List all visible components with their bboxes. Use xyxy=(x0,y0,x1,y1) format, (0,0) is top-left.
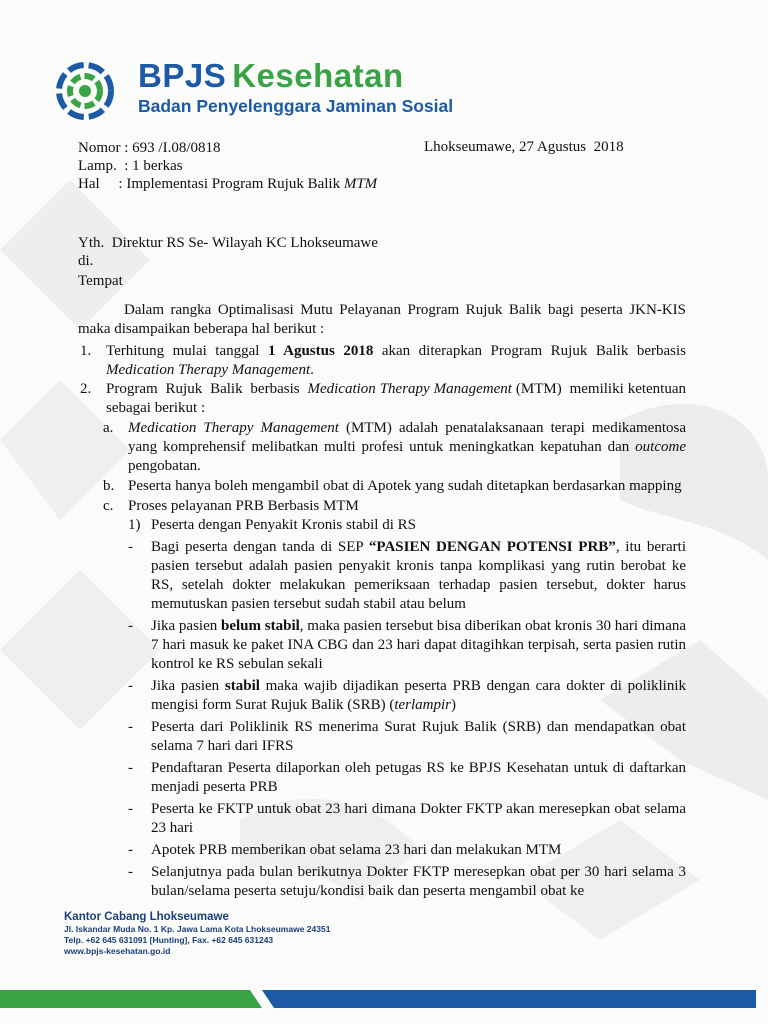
brand-kesehatan: Kesehatan xyxy=(232,57,404,94)
hal-value: Implementasi Program Rujuk Balik xyxy=(126,176,344,192)
hal-row: Hal : Implementasi Program Rujuk Balik MTM xyxy=(78,176,378,192)
step-text: Peserta dengan Penyakit Kronis stabil di RS xyxy=(151,517,416,533)
dash-item-text: Jika pasien stabil maka wajib dijadikan peserta PRB dengan cara dokter di poliklinik mengisi form Surat Rujuk Balik (SRB) (terlampir) xyxy=(151,678,686,713)
letter-meta xyxy=(78,139,377,193)
dash-marker: - xyxy=(128,760,133,776)
lamp-value: 1 berkas xyxy=(132,158,183,174)
list-marker: 1. xyxy=(80,343,92,359)
sub-item-text: Medication Therapy Management (MTM) adalah penatalaksanaan terapi medikamentosa yang komprehensif melibatkan multi profesi untuk meningkatkan kepatuhan dan outcome pengobatan. xyxy=(128,420,687,474)
recipient-line3: Tempat xyxy=(78,273,123,289)
city-date: Lhokseumawe, 27 Agustus 2018 xyxy=(424,139,624,155)
sub-marker: b. xyxy=(103,478,115,494)
dash-marker: - xyxy=(128,719,133,735)
dash-item-5 xyxy=(128,759,686,797)
list-marker: 2. xyxy=(80,381,92,397)
lamp-row: Lamp. : 1 berkas xyxy=(78,158,183,174)
brand-block xyxy=(138,58,453,117)
dash-item-text: Apotek PRB memberikan obat selama 23 hari dan melakukan MTM xyxy=(151,842,562,858)
sub-item-a xyxy=(103,419,686,476)
footer-office: Kantor Cabang Lhokseumawe xyxy=(64,911,229,923)
nomor-label: Nomor xyxy=(78,140,121,156)
sub-item-text: Proses pelayanan PRB Berbasis MTM xyxy=(128,498,359,514)
footer-address: Jl. Iskandar Muda No. 1 Kp. Jawa Lama Kota Lhokseumawe 24351 xyxy=(64,924,331,934)
step-marker: 1) xyxy=(128,517,141,533)
footer-web: www.bpjs-kesehatan.go.id xyxy=(64,946,171,956)
dash-item-text: Jika pasien belum stabil, maka pasien tersebut bisa diberikan obat kronis 30 hari dimana 7 hari masuk ke paket INA CBG dan 23 hari dapat ditagihkan terpisah, serta pasien rutin kontrol ke RS sebulan sekali xyxy=(151,618,687,672)
hal-label: Hal xyxy=(78,176,100,192)
dash-item-text: Peserta ke FKTP untuk obat 23 hari dimana Dokter FKTP akan meresepkan obat selama 23 hari xyxy=(151,801,686,836)
dash-item-text: Peserta dari Poliklinik RS menerima Surat Rujuk Balik (SRB) dan mendapatkan obat selama 7 hari dari IFRS xyxy=(151,719,686,754)
dash-marker: - xyxy=(128,618,133,634)
sub-marker: a. xyxy=(103,420,114,436)
dash-marker: - xyxy=(128,678,133,694)
dash-marker: - xyxy=(128,864,133,880)
list-item-text: Program Rujuk Balik berbasis Medication Therapy Management (MTM) memiliki ketentuan sebagai berikut : xyxy=(106,381,690,416)
dash-item-6 xyxy=(128,800,686,838)
recipient-line1: Yth. Direktur RS Se- Wilayah KC Lhokseumawe xyxy=(78,235,378,251)
footer-color-bar xyxy=(0,986,756,1008)
sub-item-b xyxy=(103,477,686,496)
sub-marker: c. xyxy=(103,498,114,514)
dash-item-2 xyxy=(128,617,686,674)
dash-item-text: Bagi peserta dengan tanda di SEP “PASIEN DENGAN POTENSI PRB”, itu berarti pasien tersebut adalah pasien penyakit kronis tanpa komplikasi yang rutin berobat ke RS, setelah dokter melakukan pemeriksaan terhadap pasien tersebut, dokter harus memutuskan pasien tersebut sudah stabil atau belum xyxy=(151,539,686,612)
list-item-text: Terhitung mulai tanggal 1 Agustus 2018 akan diterapkan Program Rujuk Balik berbasis Medication Therapy Management. xyxy=(106,343,687,378)
dash-marker: - xyxy=(128,801,133,817)
hal-value-italic: MTM xyxy=(343,176,378,192)
dash-marker: - xyxy=(128,842,133,858)
footer-contact xyxy=(64,910,330,957)
brand-name xyxy=(138,58,453,94)
lamp-label: Lamp. xyxy=(78,158,117,174)
dash-marker: - xyxy=(128,539,133,555)
sub-item-text: Peserta hanya boleh mengambil obat di Apotek yang sudah ditetapkan berdasarkan mapping xyxy=(128,478,682,494)
footer-phone: Telp. +62 645 631091 [Hunting], Fax. +62 645 631243 xyxy=(64,935,274,945)
dash-item-8 xyxy=(128,863,686,901)
dash-item-text: Pendaftaran Peserta dilaporkan oleh petugas RS ke BPJS Kesehatan untuk di daftarkan menjadi peserta PRB xyxy=(151,760,686,795)
dash-item-1 xyxy=(128,538,686,614)
recipient-block xyxy=(78,234,378,290)
dash-item-text: Selanjutnya pada bulan berikutnya Dokter FKTP meresepkan obat per 30 hari selama 3 bulan/selama peserta setuju/kondisi baik dan peserta mengambil obat ke xyxy=(151,864,686,899)
bpjs-logo-icon xyxy=(56,62,114,120)
brand-bpjs: BPJS xyxy=(138,57,227,94)
list-item-1 xyxy=(78,342,686,380)
list-item-2 xyxy=(78,380,690,418)
letter-body xyxy=(78,301,690,901)
dash-item-7 xyxy=(128,841,686,860)
dash-item-4 xyxy=(128,718,686,756)
dash-item-3 xyxy=(128,677,686,715)
sub-item-c xyxy=(103,497,686,516)
step-1 xyxy=(128,516,686,535)
nomor-value: 693 /I.08/0818 xyxy=(132,140,221,156)
brand-subtitle: Badan Penyelenggara Jaminan Sosial xyxy=(138,96,454,116)
intro-paragraph: Dalam rangka Optimalisasi Mutu Pelayanan Program Rujuk Balik bagi peserta JKN-KIS maka disampaikan beberapa hal berikut : xyxy=(78,302,686,337)
nomor-row: Nomor : 693 /I.08/0818 xyxy=(78,140,221,156)
recipient-line2: di. xyxy=(78,253,94,269)
